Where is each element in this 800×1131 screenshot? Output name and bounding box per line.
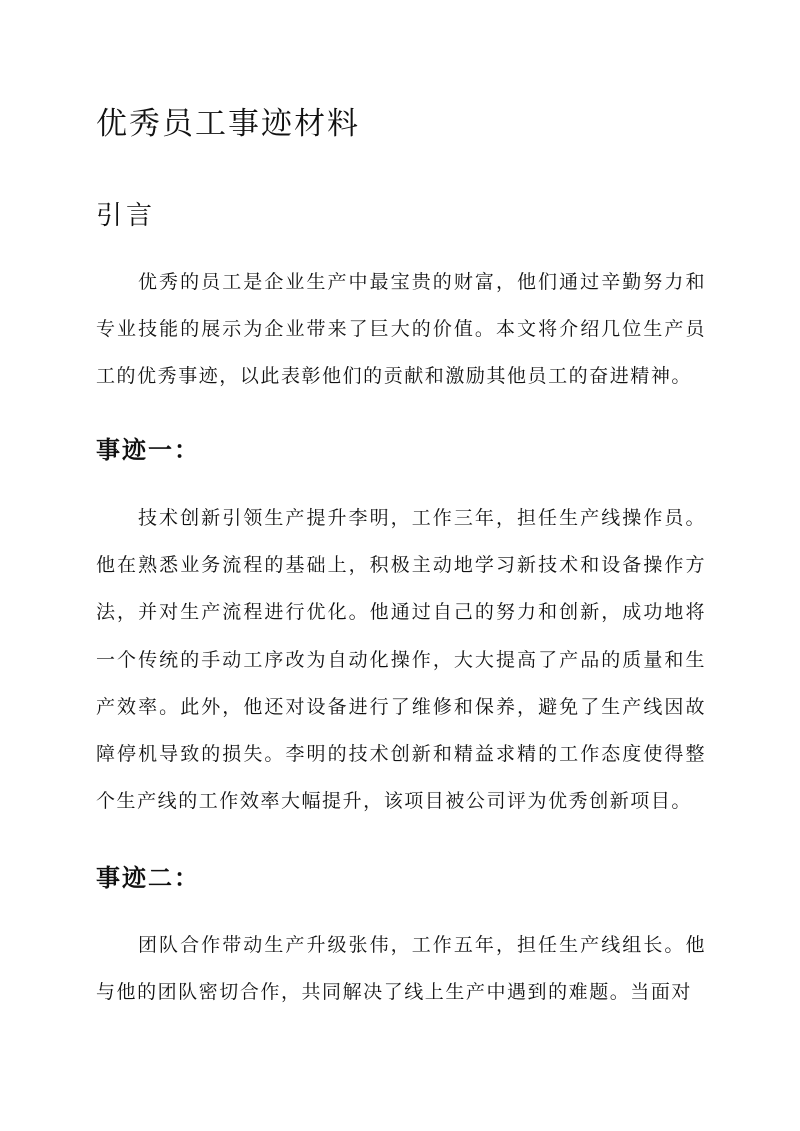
section-heading-deed-2: 事迹二： — [96, 863, 200, 892]
document-title: 优秀员工事迹材料 — [96, 106, 360, 142]
section-heading-intro: 引言 — [96, 201, 157, 231]
section-paragraph-deed-1: 技术创新引领生产提升李明，工作三年，担任生产线操作员。他在熟悉业务流程的基础上，积极主动地学习新技术和设备操作方法，并对生产流程进行优化。他通过自己的努力和创新，成功地将一个传统的手动工序改为自动化操作，大大提高了产品的质量和生产效率。此外，他还对设备进行了维修和保养，避免了生产线因故障停机导致的损失。李明的技术创新和精益求精的工作态度使得整个生产线的工作效率大幅提升，该项目被公司评为优秀创新项目。 — [96, 507, 706, 813]
section-paragraph-intro: 优秀的员工是企业生产中最宝贵的财富，他们通过辛勤努力和专业技能的展示为企业带来了巨大的价值。本文将介绍几位生产员工的优秀事迹，以此表彰他们的贡献和激励其他员工的奋进精神。 — [96, 271, 706, 388]
section-paragraph-deed-2: 团队合作带动生产升级张伟，工作五年，担任生产线组长。他与他的团队密切合作，共同解决了线上生产中遇到的难题。当面对 — [96, 934, 706, 1004]
section-heading-deed-1: 事迹一： — [96, 435, 200, 464]
